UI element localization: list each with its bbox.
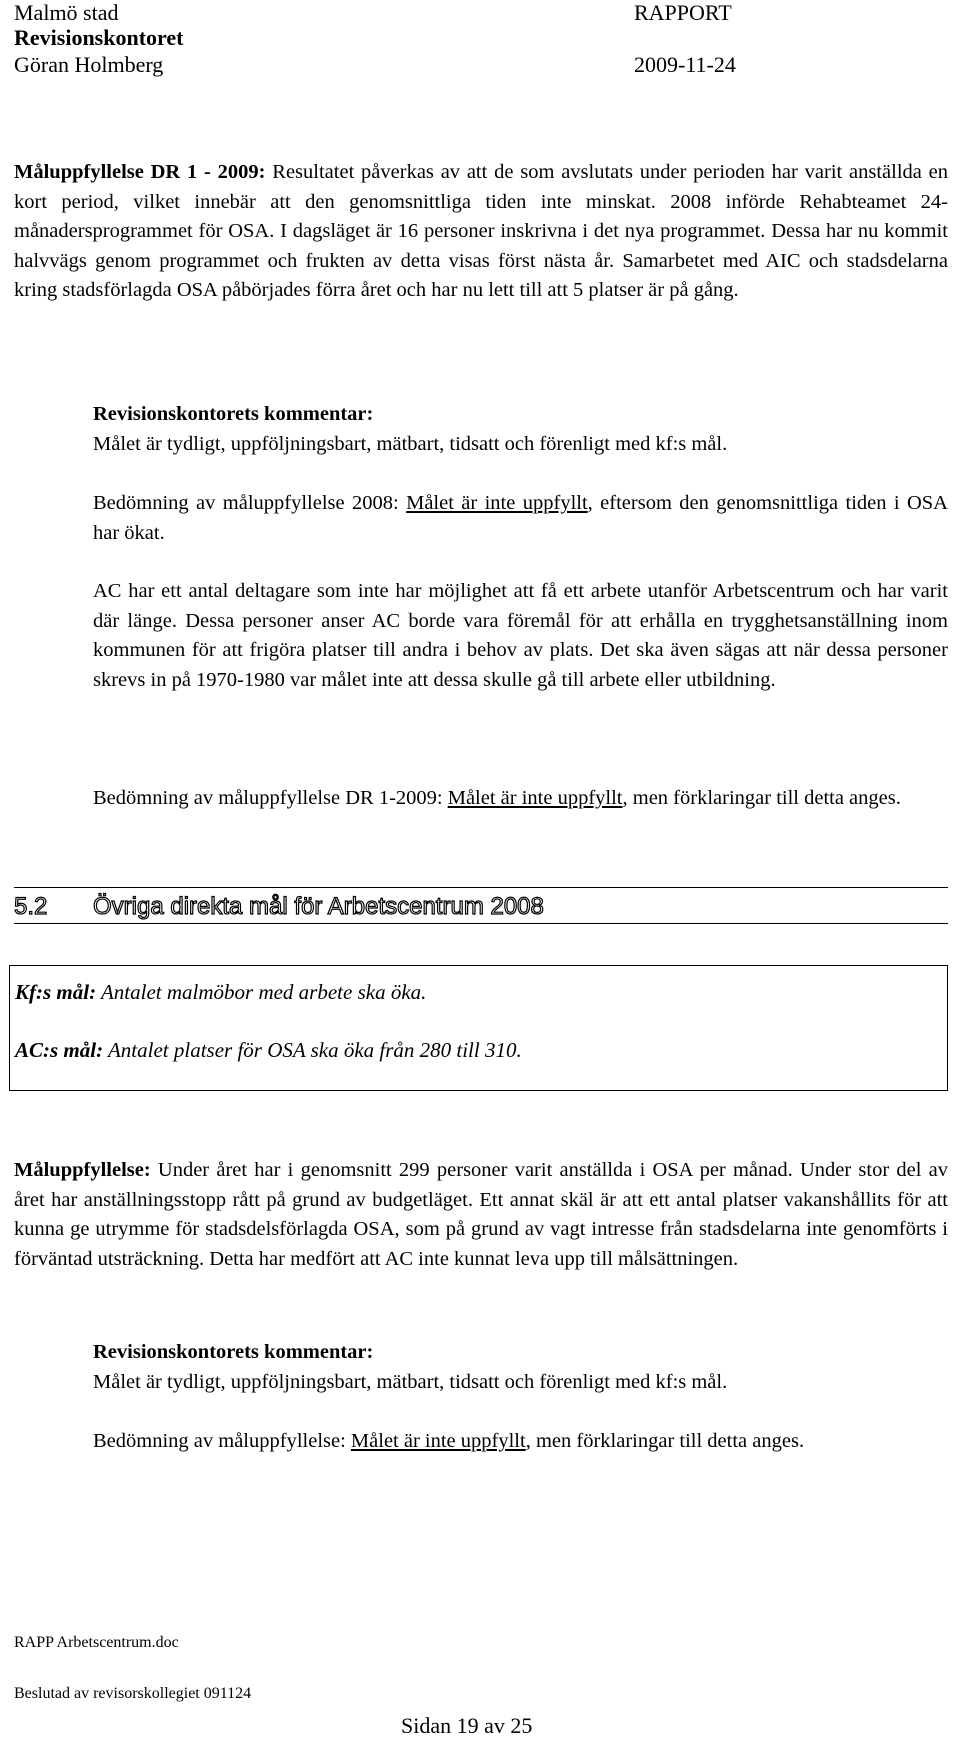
auditor-comment-heading: Revisionskontorets kommentar: (93, 403, 374, 425)
assessment-2008 (93, 489, 948, 548)
section-number: 5.2 (14, 893, 48, 920)
goals-box (9, 965, 948, 1091)
assessment-prefix: Bedömning av måluppfyllelse: (93, 1430, 351, 1452)
header-author: Göran Holmberg (14, 52, 164, 77)
ac-goal-text: Antalet platser för OSA ska öka från 280 till 310. (103, 1038, 522, 1062)
auditor-comment-line-2: Målet är tydligt, uppföljningsbart, mätbart, tidsatt och förenligt med kf:s mål. (93, 1371, 728, 1393)
goal-fulfilment-text: Under året har i genomsnitt 299 personer varit anställda i OSA per månad. Under stor del av året har anställningsstopp rått på grund av budgetläget. Ett annat skäl är att ett antal platser vakanshållits för att kunna ge utrymme för stadsdelsförlagda OSA, som på grund av vagt intresse från stadsdelarna inte genomförts i förväntad utsträckning. Detta har medfört att AC inte kunnat leva upp till målsättningen. (14, 1159, 948, 1270)
header-date: 2009-11-24 (634, 52, 736, 77)
assessment-suffix: , eftersom den genomsnittliga tiden i OSA har ökat. (93, 492, 948, 544)
header-dept: Revisionskontoret (14, 25, 184, 50)
auditor-comment-heading-2: Revisionskontorets kommentar: (93, 1341, 374, 1363)
section-rule-bottom (14, 923, 948, 924)
auditor-comment-line: Målet är tydligt, uppföljningsbart, mätbart, tidsatt och förenligt med kf:s mål. (93, 433, 728, 455)
auditor-comment-paragraph: AC har ett antal deltagare som inte har möjlighet att få ett arbete utanför Arbetscentrum och har varit där länge. Dessa personer anser AC borde vara föremål för att erhålla en trygghetsanställning inom kommunen för att frigöra platser till andra i behov av plats. Det ska även sägas att när dessa personer skrevs in på 1970-1980 var målet inte att dessa skulle gå till arbete eller utbildning. (93, 580, 948, 691)
assessment-verdict: Målet är inte uppfyllt (406, 492, 588, 514)
goal-fulfilment-label: Måluppfyllelse DR 1 - 2009: (14, 161, 266, 183)
goal-fulfilment-label: Måluppfyllelse: (14, 1159, 151, 1181)
footer-decided: Beslutad av revisorskollegiet 091124 (14, 1685, 252, 1702)
assessment-suffix: , men förklaringar till detta anges. (525, 1430, 805, 1452)
assessment-prefix: Bedömning av måluppfyllelse 2008: (93, 492, 407, 514)
ac-goal (15, 1035, 522, 1065)
goal-fulfilment-paragraph-2 (14, 1156, 948, 1274)
section-title: Övriga direkta mål för Arbetscentrum 2008 (93, 893, 544, 920)
footer-filename: RAPP Arbetscentrum.doc (14, 1634, 179, 1651)
ac-goal-label: AC:s mål: (15, 1038, 104, 1062)
kf-goal (15, 977, 426, 1007)
assessment-suffix: , men förklaringar till detta anges. (622, 787, 901, 809)
goal-fulfilment-paragraph-1 (14, 158, 948, 306)
section-rule-top (14, 887, 948, 888)
assessment-dr1-2009 (93, 784, 948, 814)
goal-fulfilment-text: Resultatet påverkas av att de som avslutats under perioden har varit anställda en kort period, vilket innebär att den genomsnittliga tiden inte minskat. 2008 införde Rehabteamet 24-månadersprogrammet för OSA. I dagsläget är 16 personer inskrivna i det nya programmet. Dessa har nu kommit halvvägs genom programmet och frukten av detta visas först nästa år. Samarbetet med AIC och stadsdelarna kring stadsförlagda OSA påbörjades förra året och har nu lett till att 5 platser är på gång. (14, 161, 948, 301)
kf-goal-label: Kf:s mål: (15, 980, 97, 1004)
kf-goal-text: Antalet malmöbor med arbete ska öka. (96, 980, 427, 1004)
assessment-prefix: Bedömning av måluppfyllelse DR 1-2009: (93, 787, 448, 809)
header-doc-type: RAPPORT (634, 0, 732, 25)
footer-page-number: Sidan 19 av 25 (401, 1713, 533, 1738)
assessment-2 (93, 1427, 948, 1457)
header-org: Malmö stad (14, 0, 119, 25)
assessment-verdict: Målet är inte uppfyllt (350, 1430, 526, 1452)
assessment-verdict: Målet är inte uppfyllt (447, 787, 623, 809)
